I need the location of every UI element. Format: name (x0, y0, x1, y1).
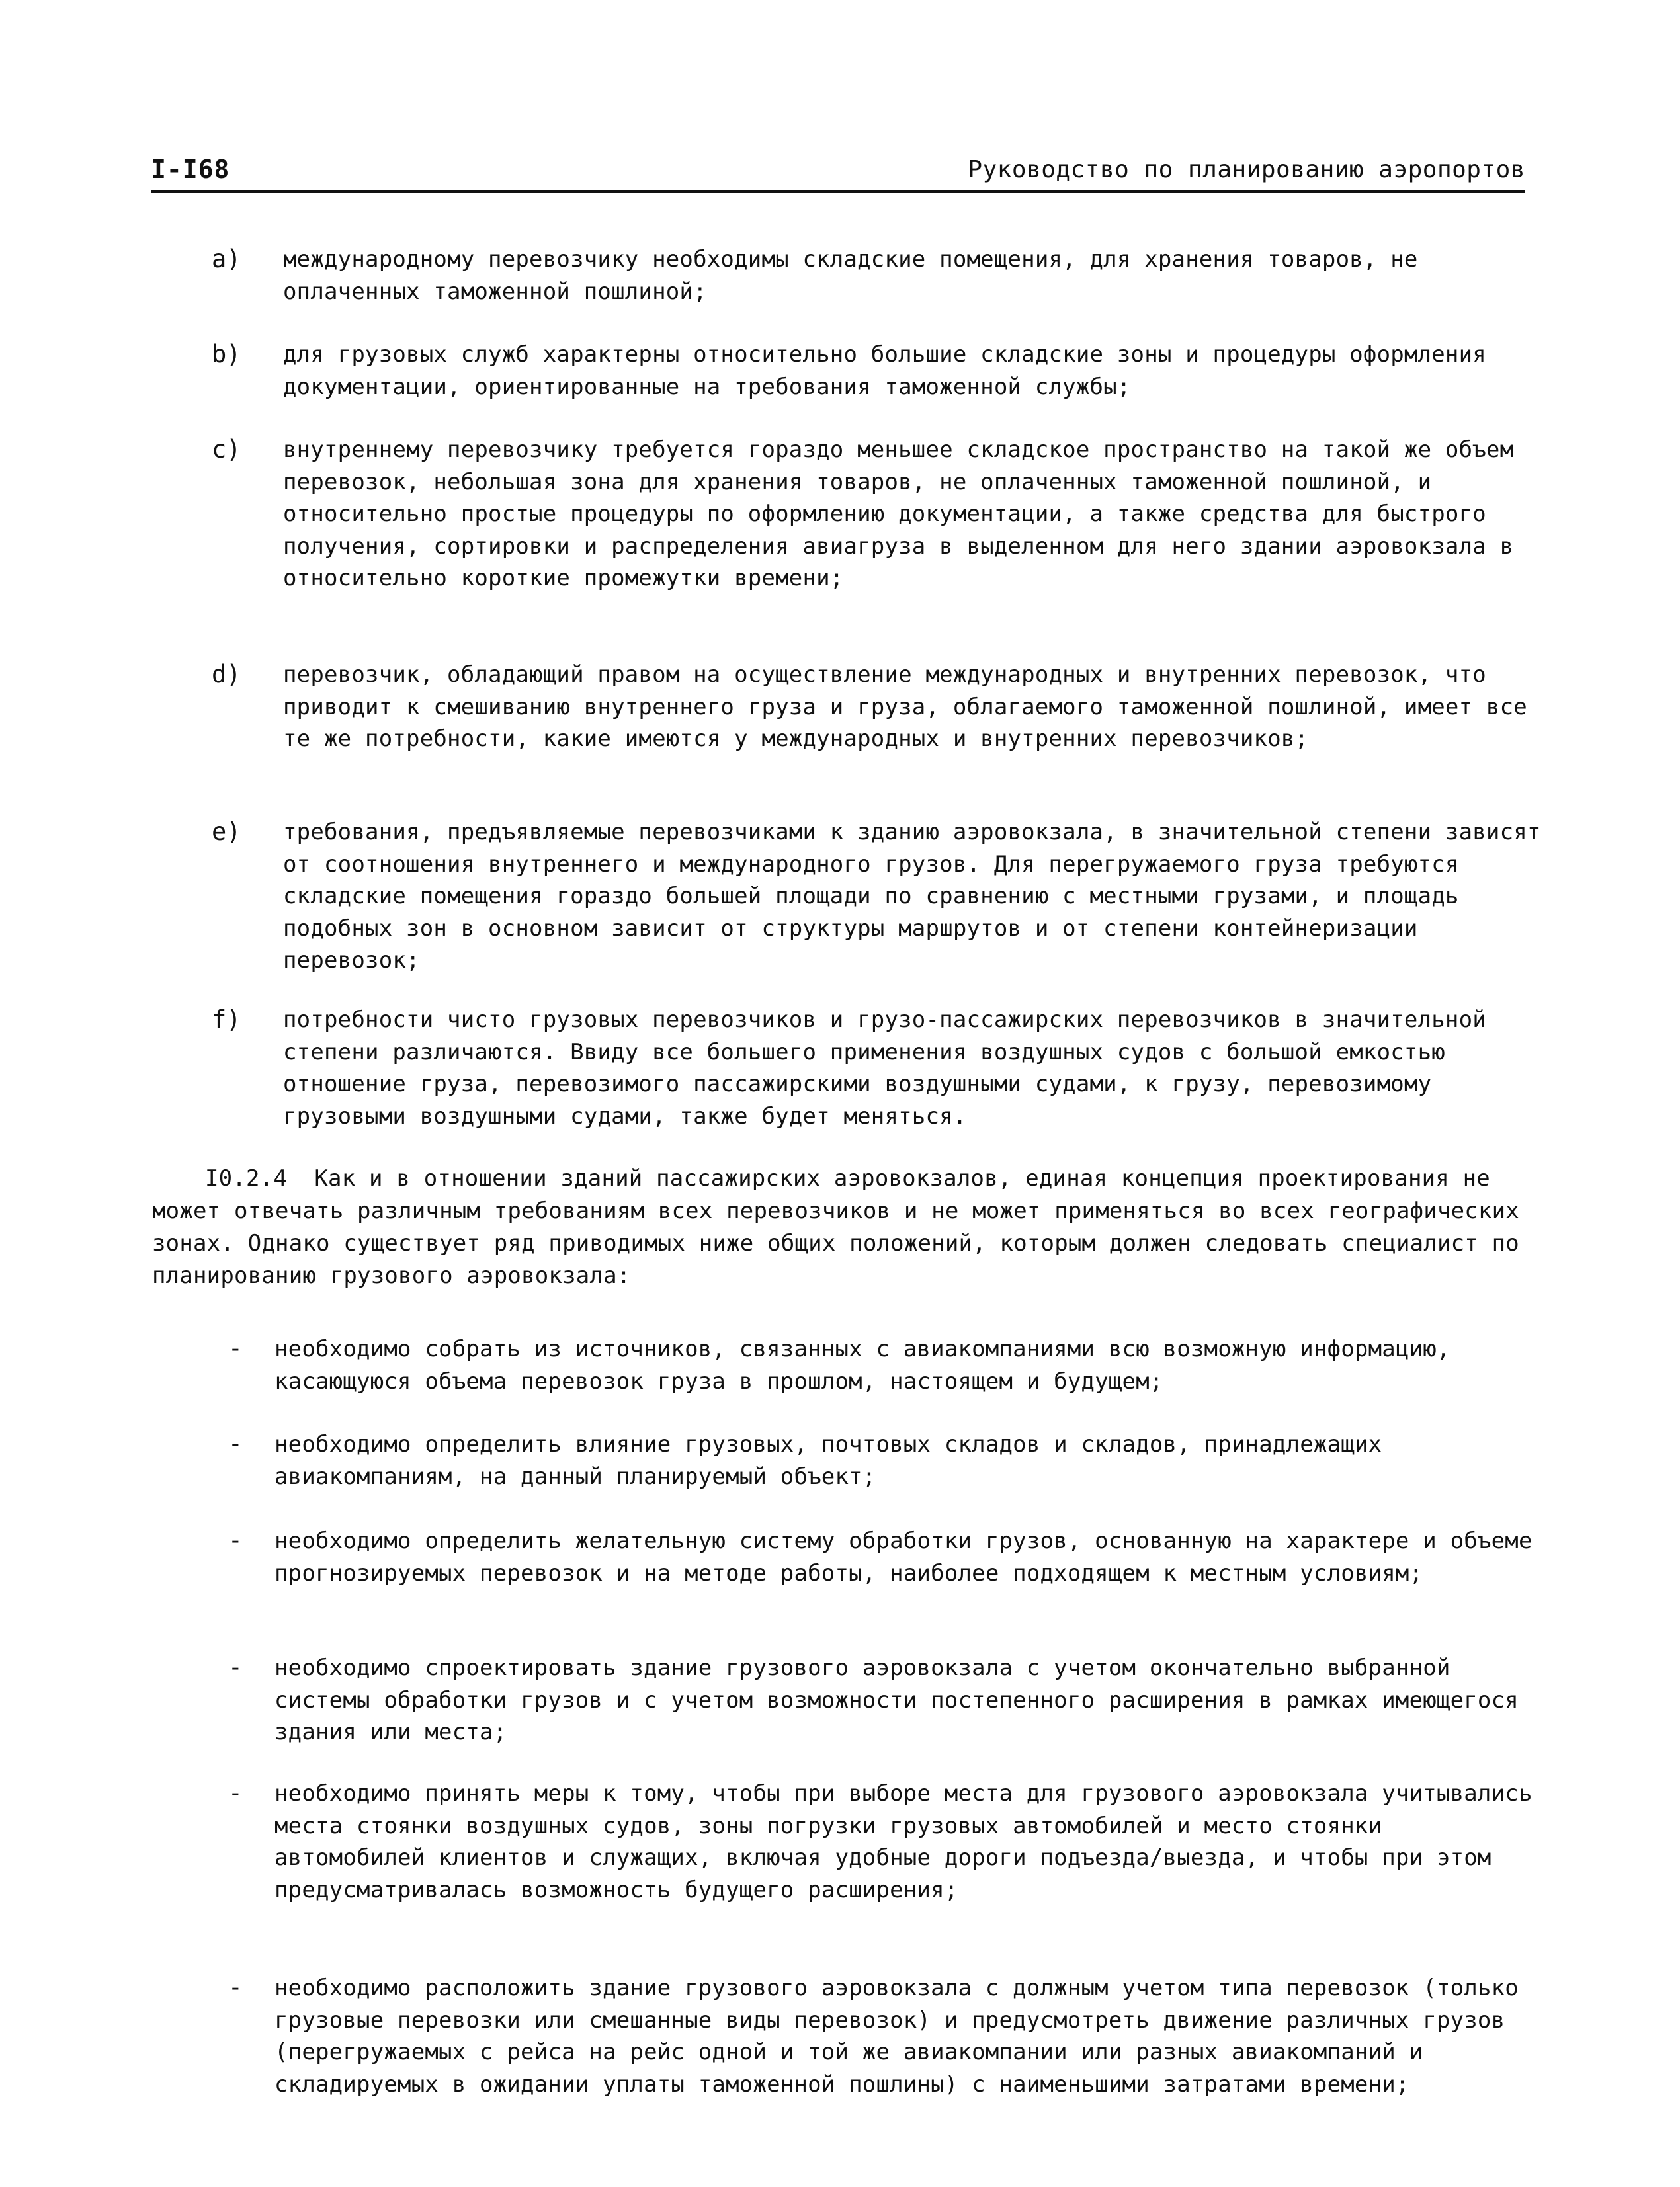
list-item-text: внутреннему перевозчику требуется гораздо меньшее складское пространство на такой же объем перевозок, небольшая зона для хранения товаров, не оплаченных таможенной пошлиной, и относительно простые процедуры по оформлению документации, а также средства для быстрого получения, сортировки и распределения авиагруза в выделенном для него здании аэровокзала в относительно короткие промежутки времени; (283, 436, 1514, 591)
dash-item-text: необходимо спроектировать здание грузового аэровокзала с учетом окончательно выбранной системы обработки грузов и с учетом возможности постепенного расширения в рамках имеющегося здания или места; (274, 1655, 1519, 1745)
dash-marker: - (228, 1654, 243, 1681)
dash-marker: - (228, 1527, 243, 1554)
list-item-text: потребности чисто грузовых перевозчиков и грузо-пассажирских перевозчиков в значительной степени различаются. Ввиду все большего применения воздушных судов с большой емкостью отношение груза, перевозимого пассажирскими воздушными судами, к грузу, перевозимому грузовыми воздушными судами, также будет меняться. (283, 1007, 1486, 1130)
list-marker: f) (212, 1005, 241, 1034)
dash-item-text: необходимо собрать из источников, связанных с авиакомпаниями всю возможную информацию, касающуюся объема перевозок груза в прошлом, настоящем и будущем; (274, 1336, 1450, 1395)
page-header (151, 153, 1525, 193)
list-item-text: международному перевозчику необходимы складские помещения, для хранения товаров, не оплаченных таможенной пошлиной; (283, 246, 1418, 305)
dash-marker: - (228, 1974, 243, 2001)
section-paragraph (152, 1163, 1534, 1292)
dash-marker: - (228, 1335, 243, 1362)
dash-marker: - (228, 1780, 243, 1807)
list-marker: e) (212, 817, 241, 846)
list-marker: a) (212, 245, 241, 273)
list-item-text: перевозчик, обладающий правом на осуществление международных и внутренних перевозок, что приводит к смешиванию внутреннего груза и груза, облагаемого таможенной пошлиной, имеет все те же потребности, какие имеются у международных и внутренних перевозчиков; (283, 661, 1527, 752)
list-marker: c) (212, 435, 241, 464)
paragraph-text: Как и в отношении зданий пассажирских аэровокзалов, единая концепция проектирования не может отвечать различным требованиям всех перевозчиков и не может применяться во всех географических зонах. Однако существует ряд приводимых ниже общих положений, которым должен следовать специалист по планированию грузового аэровокзала: (152, 1165, 1519, 1289)
dash-item-text: необходимо расположить здание грузового аэровокзала с должным учетом типа перевозок (только грузовые перевозки или смешанные виды перевозок) и предусмотреть движение различных грузов (перегружаемых с рейса на рейс одной и той же авиакомпании или разных авиакомпаний и складируемых в ожидании уплаты таможенной пошлины) с наименьшими затратами времени; (274, 1975, 1519, 2098)
dash-marker: - (228, 1430, 243, 1458)
page-number: I-I68 (151, 155, 230, 184)
list-item-text: для грузовых служб характерны относительно большие складские зоны и процедуры оформления документации, ориентированные на требования таможенной службы; (283, 341, 1486, 400)
running-title: Руководство по планированию аэропортов (968, 156, 1525, 183)
list-item-text: требования, предъявляемые перевозчиками к зданию аэровокзала, в значительной степени зависят от соотношения внутреннего и международного грузов. Для перегружаемого груза требуются складские помещения гораздо большей площади по сравнению с местными грузами, и площадь подобных зон в основном зависит от структуры маршрутов и от степени контейнеризации перевозок; (283, 819, 1541, 973)
list-marker: b) (212, 340, 241, 368)
dash-item-text: необходимо определить желательную систему обработки грузов, основанную на характере и объеме прогнозируемых перевозок и на методе работы, наиболее подходящем к местным условиям; (274, 1528, 1533, 1587)
list-marker: d) (212, 660, 241, 688)
dash-item-text: необходимо определить влияние грузовых, почтовых складов и складов, принадлежащих авиакомпаниям, на данный планируемый объект; (274, 1431, 1382, 1490)
dash-item-text: необходимо принять меры к тому, чтобы при выборе места для грузового аэровокзала учитывались места стоянки воздушных судов, зоны погрузки грузовых автомобилей и место стоянки автомобилей клиентов и служащих, включая удобные дороги подъезда/выезда, и чтобы при этом предусматривалась возможность будущего расширения; (274, 1780, 1533, 1903)
paragraph-number: I0.2.4 (205, 1165, 288, 1192)
